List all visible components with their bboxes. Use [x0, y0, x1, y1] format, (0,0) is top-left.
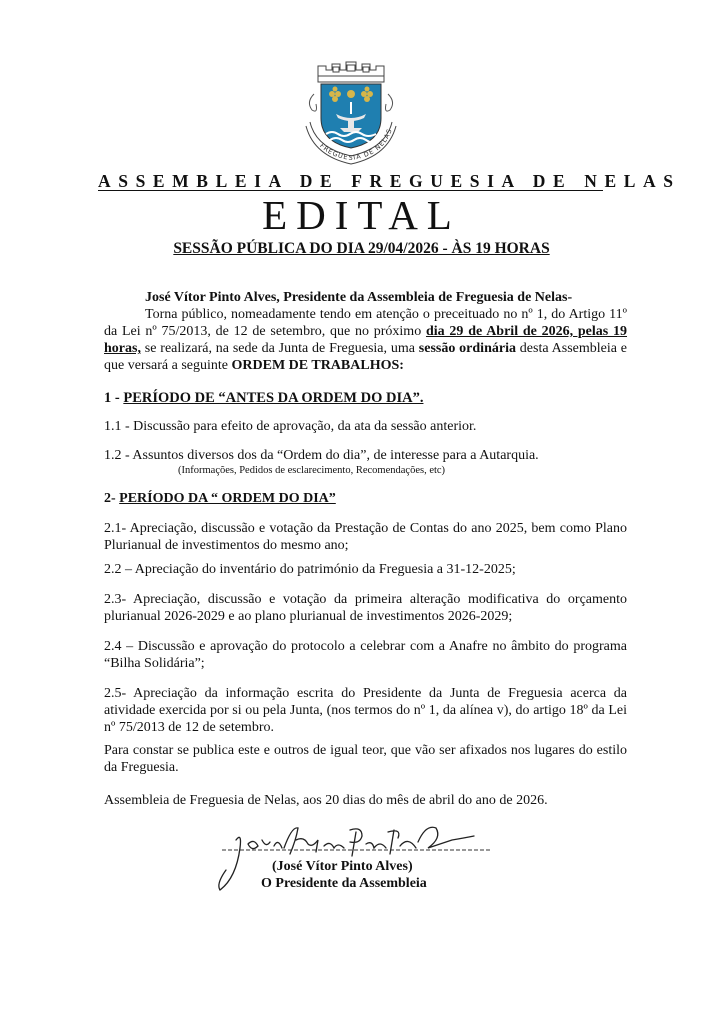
session-type: sessão ordinária [418, 341, 516, 356]
place-date-line: Assembleia de Freguesia de Nelas, aos 20 dias do mês de abril do ano de 2026. [104, 793, 548, 808]
session-heading: SESSÃO PÚBLICA DO DIA 29/04/2026 - ÀS 19 HORAS [173, 240, 550, 257]
intro-paragraph [104, 306, 627, 374]
freguesia-crest [296, 52, 406, 168]
item-2-2: 2.2 – Apreciação do inventário do património da Freguesia a 31-12-2025; [104, 562, 516, 577]
closing-paragraph: Para constar se publica este e outros de igual teor, que vão ser afixados nos lugares do estilo da Freguesia. [104, 743, 627, 775]
section-2-number: 2- [104, 491, 120, 506]
intro-text-3: desta Assembleia e que versará a seguinte [104, 341, 628, 373]
item-1-2-note: (Informações, Pedidos de esclarecimento, Recomendações, etc) [178, 465, 446, 476]
agenda-label: ORDEM DE TRABALHOS: [231, 358, 404, 373]
item-2-5: 2.5- Apreciação da informação escrita do Presidente da Junta de Freguesia acerca da atividade exercida por si ou pela Junta, (nos termos do nº 1, da alínea v), do artigo 18º da Lei nº 75/2013 de 12 de setembro. [104, 686, 627, 735]
svg-text:FREGUESIA DE NELAS: FREGUESIA DE NELAS [318, 127, 394, 163]
item-2-3: 2.3- Apreciação, discussão e votação da primeira alteração modificativa do orçamento plurianual 2026-2029 e ao plano plurianual de investimentos 2026-2029; [104, 592, 627, 624]
intro-text-1: Torna público, nomeadamente tendo em atenção o preceituado no nº 1, do Artigo 11º da Lei nº 75/2013, de 12 de setembro, que no próximo [104, 307, 627, 339]
section-1-title: PERÍODO DE “ANTES DA ORDEM DO DIA”. [123, 390, 424, 406]
section-1-number: 1 - [104, 390, 124, 406]
item-1-2: 1.2 - Assuntos diversos dos da “Ordem do dia”, de interesse para a Autarquia. [104, 448, 539, 463]
signatory-role: O Presidente da Assembleia [261, 876, 427, 891]
item-2-4: 2.4 – Discussão e aprovação do protocolo a celebrar com a Anafre no âmbito do programa “Bilha Solidária”; [104, 639, 627, 671]
section-1-heading [104, 390, 624, 407]
section-2-heading [104, 490, 624, 507]
document-title: EDITAL [262, 192, 461, 238]
author-line: José Vítor Pinto Alves, Presidente da Assembleia de Freguesia de Nelas- [145, 290, 573, 305]
section-2-title: PERÍODO DA “ ORDEM DO DIA” [119, 491, 336, 506]
item-2-1: 2.1- Apreciação, discussão e votação da Prestação de Contas do ano 2025, bem como Plano Plurianual de investimentos do mesmo ano; [104, 521, 627, 553]
meeting-date: dia 29 de Abril de 2026, pelas 19 horas, [104, 324, 628, 356]
organization-heading: ASSEMBLEIA DE FREGUESIA DE NELAS [98, 171, 681, 191]
intro-text-2: se realizará, na sede da Junta de Freguesia, uma [140, 341, 419, 356]
signatory-name: (José Vítor Pinto Alves) [272, 859, 413, 874]
item-1-1: 1.1 - Discussão para efeito de aprovação, da ata da sessão anterior. [104, 419, 477, 434]
